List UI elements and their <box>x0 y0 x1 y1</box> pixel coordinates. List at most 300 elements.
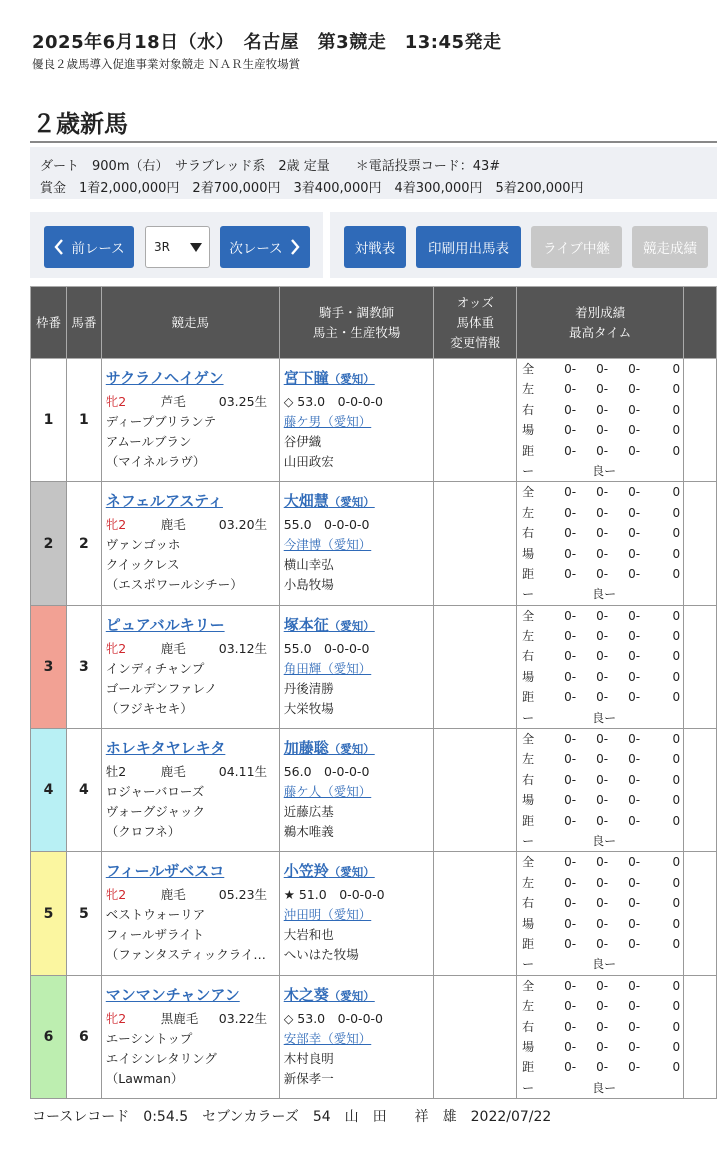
record-value: 0 <box>672 505 681 520</box>
record-value: 0- <box>564 916 577 931</box>
record-value: 0- <box>596 978 609 993</box>
record-value: 0- <box>628 362 641 376</box>
table-header-row <box>31 287 717 359</box>
sire: ディープブリランテ <box>105 414 217 429</box>
sex-age: 牝2 <box>105 640 127 656</box>
record-row <box>517 852 683 872</box>
table-row <box>31 729 717 852</box>
prev-race-button[interactable] <box>44 226 134 268</box>
dam: クイックレス <box>105 557 180 573</box>
horse-number: 1 <box>66 359 101 482</box>
odds-cell <box>434 359 517 482</box>
record-value: 0- <box>564 1060 577 1075</box>
record-row <box>517 544 683 564</box>
condition-value: 良ー <box>592 710 617 725</box>
horse-cell <box>101 605 279 728</box>
record-value: 0- <box>596 443 609 458</box>
record-value: 0- <box>628 566 641 581</box>
record-value: 0- <box>596 402 609 417</box>
dropdown-arrow-icon <box>190 243 202 252</box>
horse-cell <box>101 852 279 975</box>
record-row <box>517 1037 683 1057</box>
record-value: 0 <box>672 875 681 890</box>
jockey-region: （愛知） <box>328 742 375 757</box>
sex-age: 牝2 <box>105 517 127 533</box>
record-value: 0- <box>564 875 577 890</box>
record-key: 場 <box>522 669 535 684</box>
chevron-left-icon <box>53 238 65 256</box>
extra-cell <box>684 482 717 605</box>
condition-dash: ー <box>522 463 535 478</box>
record-cell <box>517 729 684 852</box>
record-value: 0 <box>672 793 681 808</box>
next-race-label: 次レース <box>229 241 283 257</box>
breeder: 大栄牧場 <box>283 700 334 716</box>
record-value: 0- <box>564 999 577 1014</box>
record-value: 0- <box>628 793 641 808</box>
waku-number: 1 <box>31 359 67 482</box>
record-value: 0- <box>628 999 641 1014</box>
record-key: 全 <box>522 608 535 623</box>
extra-cell <box>684 729 717 852</box>
jockey-cell <box>279 852 434 975</box>
record-row <box>517 646 683 666</box>
dam-sire: （フジキセキ） <box>105 700 193 716</box>
horse-cell <box>101 729 279 852</box>
record-value: 0- <box>596 362 609 376</box>
record-value: 0- <box>596 1060 609 1075</box>
race-prizes: 賞金 1着2,000,000円 2着700,000円 3着400,000円 4着300,000円 5着200,000円 <box>40 181 584 196</box>
dam-sire: （エスポワールシチー） <box>105 577 243 593</box>
trainer-link[interactable]: 安部幸（愛知） <box>283 1030 372 1046</box>
condition-value: 良ー <box>592 833 617 848</box>
record-value: 0 <box>672 896 681 911</box>
record-value: 0 <box>672 732 681 747</box>
horse-name-link[interactable]: フィールザベスコ <box>105 862 225 881</box>
record-condition-row <box>517 584 683 604</box>
condition-dash: ー <box>522 957 535 972</box>
jockey-name-link[interactable] <box>284 984 434 1005</box>
record-row <box>517 976 683 996</box>
record-value: 0- <box>564 566 577 581</box>
jockey-name-link[interactable] <box>284 367 434 388</box>
record-value: 0- <box>596 649 609 664</box>
record-value: 0- <box>628 1019 641 1034</box>
col-jockey <box>279 287 434 359</box>
record-value: 0 <box>672 916 681 931</box>
trainer-link[interactable]: 角田輝（愛知） <box>283 660 372 676</box>
prev-race-label: 前レース <box>71 241 125 257</box>
jockey-region: （愛知） <box>328 865 375 880</box>
record-value: 0- <box>596 1039 609 1054</box>
record-condition-row <box>517 831 683 851</box>
birth-date: 03.12生 <box>218 640 268 656</box>
jockey-name-link[interactable] <box>284 614 434 635</box>
dam-sire: （Lawman） <box>105 1070 184 1086</box>
title-divider <box>30 141 717 143</box>
record-key: 距 <box>522 690 535 705</box>
col-record <box>517 287 684 359</box>
sex-age: 牝2 <box>105 394 127 409</box>
record-row <box>517 420 683 440</box>
waku-number: 5 <box>31 852 67 975</box>
record-value: 0- <box>628 526 641 541</box>
owner: 横山幸弘 <box>283 557 334 573</box>
odds-cell <box>434 852 517 975</box>
jockey-cell <box>279 482 434 605</box>
print-entries-button[interactable]: 印刷用出馬表 <box>416 226 521 268</box>
record-value: 0 <box>672 608 681 623</box>
record-key: 距 <box>522 1060 535 1075</box>
owner: 谷伊織 <box>283 434 322 449</box>
record-value: 0 <box>672 382 681 397</box>
record-value: 0- <box>596 999 609 1014</box>
record-key: 場 <box>522 793 535 808</box>
record-value: 0- <box>564 855 577 870</box>
birth-date: 05.23生 <box>218 887 268 903</box>
horse-profile-line <box>102 515 279 535</box>
jockey-name: 塚本征 <box>283 615 329 634</box>
owner: 丹後清勝 <box>283 680 334 696</box>
record-value: 0- <box>628 382 641 397</box>
record-key: 左 <box>522 382 535 397</box>
sex-age: 牝2 <box>105 887 127 903</box>
race-subtitle: 優良２歳馬導入促進事業対象競走 ＮＡＲ生産牧場賞 <box>32 57 301 71</box>
record-value: 0- <box>564 629 577 644</box>
record-row <box>517 523 683 543</box>
breeder: 鵜木唯義 <box>283 824 334 840</box>
sire: エーシントップ <box>105 1030 193 1046</box>
entries-table <box>30 286 717 1099</box>
dam: アムールブラン <box>105 434 192 449</box>
record-key: 右 <box>522 1019 535 1034</box>
record-row <box>517 996 683 1016</box>
trainer-link[interactable]: 藤ケ人（愛知） <box>283 784 372 800</box>
record-value: 0- <box>628 772 641 787</box>
record-key: 右 <box>522 402 535 417</box>
record-value: 0 <box>672 485 681 500</box>
record-value: 0 <box>672 999 681 1014</box>
record-value: 0- <box>596 772 609 787</box>
live-stream-button[interactable]: ライブ中継 <box>531 226 622 268</box>
jockey-name: 小笠羚 <box>283 862 329 881</box>
record-condition-row <box>517 954 683 974</box>
horse-number: 6 <box>66 975 101 1098</box>
birth-date: 04.11生 <box>218 764 268 780</box>
coat-color: 鹿毛 <box>160 640 186 656</box>
record-value: 0- <box>628 916 641 931</box>
record-value: 0- <box>596 669 609 684</box>
condition-value: 良ー <box>592 587 617 602</box>
extra-cell <box>684 359 717 482</box>
record-value: 0 <box>672 772 681 787</box>
jockey-name-link[interactable] <box>284 860 434 881</box>
dam: ヴォーグジャック <box>105 804 206 820</box>
sex-age: 牡2 <box>105 764 127 780</box>
condition-dash: ー <box>522 833 535 848</box>
record-value: 0- <box>628 443 641 458</box>
record-value: 0- <box>596 793 609 808</box>
record-value: 0- <box>564 813 577 828</box>
record-row <box>517 606 683 626</box>
breeder: 山田政宏 <box>283 454 334 469</box>
record-value: 0- <box>596 896 609 911</box>
record-value: 0- <box>564 362 577 376</box>
record-value: 0- <box>596 936 609 951</box>
record-row <box>517 503 683 523</box>
record-key: 距 <box>522 813 535 828</box>
record-value: 0- <box>628 546 641 561</box>
record-value: 0- <box>564 690 577 705</box>
record-value: 0 <box>672 1039 681 1054</box>
dam: エイシンレタリング <box>105 1050 217 1066</box>
record-value: 0- <box>628 1060 641 1075</box>
weight-line: 55.0 0-0-0-0 <box>283 640 370 656</box>
col-odds <box>434 287 517 359</box>
record-key: 場 <box>522 423 535 438</box>
record-value: 0 <box>672 978 681 993</box>
record-value: 0- <box>596 732 609 747</box>
record-value: 0- <box>564 443 577 458</box>
record-value: 0- <box>628 978 641 993</box>
horse-name-link[interactable]: サクラノヘイゲン <box>105 369 224 387</box>
record-value: 0- <box>564 608 577 623</box>
waku-number: 4 <box>31 729 67 852</box>
record-value: 0 <box>672 855 681 870</box>
horse-cell <box>101 482 279 605</box>
col-odds-line2: 馬体重 <box>456 314 495 330</box>
record-value: 0- <box>564 978 577 993</box>
race-info-box <box>30 147 717 199</box>
record-value: 0- <box>596 855 609 870</box>
record-value: 0- <box>596 505 609 520</box>
horse-profile-line <box>102 885 279 905</box>
horse-profile-line <box>102 392 279 412</box>
record-value: 0- <box>628 732 641 747</box>
record-value: 0- <box>564 669 577 684</box>
horse-name-link[interactable]: ホレキタヤレキタ <box>105 739 226 758</box>
waku-number: 6 <box>31 975 67 1098</box>
dam-sire: （クロフネ） <box>105 824 181 840</box>
record-row <box>517 1017 683 1037</box>
race-results-button[interactable]: 競走成績 <box>632 226 708 268</box>
horse-profile-line <box>102 762 279 782</box>
col-extra <box>684 287 717 359</box>
sex-age: 牝2 <box>105 1010 127 1026</box>
col-record-line1: 着別成績 <box>575 304 626 320</box>
record-row <box>517 441 683 461</box>
horse-cell <box>101 359 279 482</box>
coat-color: 鹿毛 <box>160 517 186 533</box>
record-key: 全 <box>522 362 535 376</box>
col-record-line2: 最高タイム <box>568 324 632 340</box>
record-cell <box>517 605 684 728</box>
coat-color: 鹿毛 <box>160 887 186 903</box>
record-condition-row <box>517 461 683 481</box>
condition-dash: ー <box>522 587 535 602</box>
record-value: 0- <box>564 649 577 664</box>
odds-cell <box>434 729 517 852</box>
jockey-name-link[interactable] <box>284 737 434 758</box>
record-key: 右 <box>522 772 535 787</box>
record-value: 0- <box>628 936 641 951</box>
record-value: 0- <box>564 546 577 561</box>
next-race-button[interactable] <box>220 226 310 268</box>
owner: 木村良明 <box>283 1050 334 1066</box>
record-row <box>517 893 683 913</box>
record-row <box>517 667 683 687</box>
record-value: 0- <box>628 752 641 767</box>
weight-line: ★ 51.0 0-0-0-0 <box>283 887 385 903</box>
record-value: 0 <box>672 629 681 644</box>
weight-line: ◇ 53.0 0-0-0-0 <box>283 1010 383 1026</box>
record-value: 0 <box>672 669 681 684</box>
record-value: 0- <box>564 402 577 417</box>
jockey-name: 加藤聡 <box>283 739 329 758</box>
record-value: 0- <box>596 608 609 623</box>
birth-date: 03.22生 <box>218 1010 268 1026</box>
horse-name-link[interactable]: マンマンチャンアン <box>105 985 240 1004</box>
record-value: 0- <box>628 855 641 870</box>
coat-color: 黒鹿毛 <box>160 1010 199 1026</box>
record-value: 0 <box>672 423 681 438</box>
coat-color: 芦毛 <box>160 394 186 409</box>
jockey-name: 大畑慧 <box>283 492 329 511</box>
weight-line: ◇ 53.0 0-0-0-0 <box>283 394 383 409</box>
record-value: 0- <box>596 566 609 581</box>
record-key: 場 <box>522 916 535 931</box>
trainer-link[interactable]: 藤ケ男（愛知） <box>283 414 372 429</box>
record-row <box>517 914 683 934</box>
horse-number: 3 <box>66 605 101 728</box>
extra-cell <box>684 975 717 1098</box>
table-row <box>31 605 717 728</box>
record-row <box>517 482 683 502</box>
record-value: 0 <box>672 813 681 828</box>
record-row <box>517 359 683 379</box>
col-waku: 枠番 <box>31 287 67 359</box>
record-value: 0- <box>628 423 641 438</box>
horse-name-link[interactable]: ピュアバルキリー <box>105 615 225 634</box>
record-key: 右 <box>522 526 535 541</box>
chevron-right-icon <box>289 238 301 256</box>
extra-cell <box>684 605 717 728</box>
record-row <box>517 564 683 584</box>
jockey-name: 宮下瞳 <box>283 369 329 387</box>
record-value: 0- <box>564 423 577 438</box>
record-row <box>517 811 683 831</box>
odds-cell <box>434 482 517 605</box>
horse-number: 5 <box>66 852 101 975</box>
coat-color: 鹿毛 <box>160 764 186 780</box>
record-value: 0- <box>564 793 577 808</box>
race-name: ２歳新馬 <box>32 110 128 138</box>
record-value: 0- <box>596 916 609 931</box>
record-key: 全 <box>522 855 535 870</box>
record-value: 0 <box>672 546 681 561</box>
record-key: 距 <box>522 936 535 951</box>
record-value: 0- <box>564 1019 577 1034</box>
record-value: 0 <box>672 936 681 951</box>
record-value: 0- <box>596 423 609 438</box>
record-value: 0- <box>564 505 577 520</box>
horse-name-link[interactable]: ネフェルアスティ <box>105 492 223 511</box>
record-key: 左 <box>522 999 535 1014</box>
dam-sire: （ファンタスティックライ… <box>105 947 266 963</box>
record-value: 0 <box>672 566 681 581</box>
record-value: 0- <box>564 382 577 397</box>
jockey-region: （愛知） <box>328 495 375 510</box>
record-value: 0- <box>596 526 609 541</box>
sire: ベストウォーリア <box>105 907 206 923</box>
record-value: 0- <box>628 649 641 664</box>
record-value: 0- <box>596 690 609 705</box>
trainer-link[interactable]: 沖田明（愛知） <box>283 907 372 923</box>
record-key: 距 <box>522 566 535 581</box>
extra-cell <box>684 852 717 975</box>
jockey-cell <box>279 729 434 852</box>
record-row <box>517 1057 683 1077</box>
record-cell <box>517 852 684 975</box>
race-select[interactable] <box>145 226 210 268</box>
record-key: 全 <box>522 732 535 747</box>
record-row <box>517 729 683 749</box>
table-row <box>31 852 717 975</box>
col-uma: 馬番 <box>66 287 101 359</box>
record-key: 右 <box>522 649 535 664</box>
course-record: コースレコード 0:54.5 セブンカラーズ 54 山 田 祥 雄 2022/07/22 <box>32 1109 552 1125</box>
table-row <box>31 975 717 1098</box>
record-value: 0- <box>628 669 641 684</box>
condition-dash: ー <box>522 1080 535 1095</box>
jockey-region: （愛知） <box>328 988 375 1003</box>
jockey-name: 木之葵 <box>283 985 329 1004</box>
trainer-link[interactable]: 今津博（愛知） <box>283 537 372 553</box>
horse-cell <box>101 975 279 1098</box>
odds-cell <box>434 975 517 1098</box>
waku-number: 2 <box>31 482 67 605</box>
record-key: 左 <box>522 752 535 767</box>
record-value: 0- <box>564 732 577 747</box>
record-cell <box>517 482 684 605</box>
col-horse: 競走馬 <box>101 287 279 359</box>
record-cell <box>517 359 684 482</box>
birth-date: 03.25生 <box>218 394 268 409</box>
jockey-cell <box>279 975 434 1098</box>
breeder: 新保孝一 <box>283 1070 334 1086</box>
record-value: 0- <box>628 608 641 623</box>
jockey-cell <box>279 605 434 728</box>
record-value: 0- <box>628 1039 641 1054</box>
record-value: 0- <box>564 896 577 911</box>
record-value: 0 <box>672 402 681 417</box>
sire: インディチャンプ <box>105 660 205 676</box>
jockey-name-link[interactable] <box>284 490 434 511</box>
record-value: 0- <box>564 485 577 500</box>
record-value: 0 <box>672 649 681 664</box>
col-jockey-line2: 馬主・生産牧場 <box>312 324 401 340</box>
record-row <box>517 749 683 769</box>
record-value: 0- <box>628 896 641 911</box>
table-row <box>31 482 717 605</box>
record-key: 距 <box>522 443 535 458</box>
record-value: 0- <box>596 629 609 644</box>
owner: 近藤広基 <box>283 804 334 820</box>
record-key: 場 <box>522 546 535 561</box>
record-row <box>517 790 683 810</box>
owner: 大岩和也 <box>283 927 334 943</box>
matchup-button[interactable]: 対戦表 <box>344 226 406 268</box>
